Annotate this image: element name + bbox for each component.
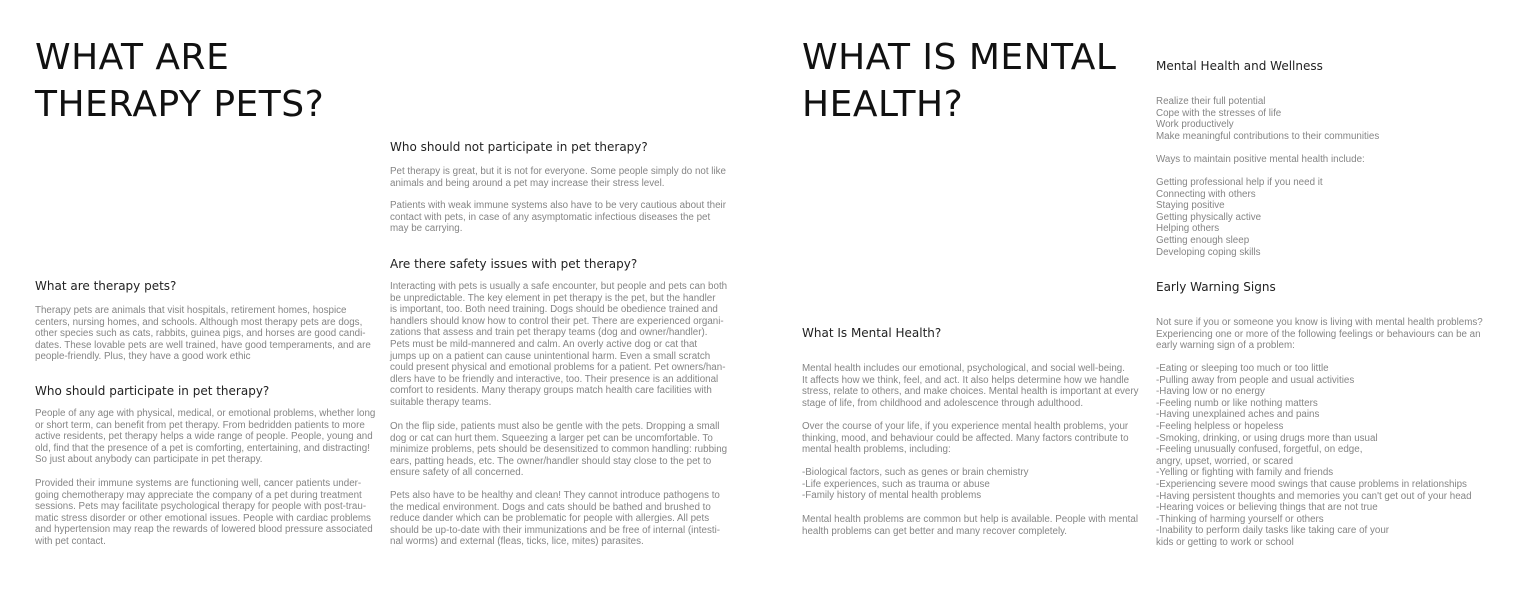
text-line: It affects how we think, feel, and act. It also helps determine how we handle — [802, 374, 1130, 386]
paragraph — [35, 408, 375, 466]
section-heading: Early Warning Signs — [1156, 280, 1276, 294]
paragraph — [390, 421, 727, 479]
text-line: should be up-to-date with their immunizations and be free of internal (intesti- — [390, 524, 721, 536]
left-page-title — [35, 34, 324, 128]
text-line: -Pulling away from people and usual activities — [1156, 374, 1355, 386]
text-line: -Family history of mental health problems — [802, 490, 982, 502]
text-line: angry, upset, worried, or scared — [1156, 455, 1294, 467]
text-line: -Having persistent thoughts and memories you can't get out of your head — [1156, 490, 1472, 502]
text-line: Work productively — [1156, 119, 1234, 131]
text-line: -Having low or no energy — [1156, 386, 1265, 398]
text-line: ensure safety of all concerned. — [390, 467, 524, 479]
text-line: Over the course of your life, if you experience mental health problems, your — [802, 421, 1129, 432]
paragraph — [802, 421, 1129, 456]
text-line: -Life experiences, such as trauma or abuse — [802, 478, 990, 490]
paragraph — [802, 467, 1029, 502]
text-line: is important, too. Both need training. Dogs should be obedience trained and — [390, 304, 718, 316]
text-line: the medical environment. Dogs and cats should be bathed and brushed to — [390, 501, 711, 513]
text-line: other species such as cats, rabbits, guinea pigs, and horses are good candi- — [35, 328, 366, 340]
paragraph — [802, 363, 1139, 409]
right-page-title — [802, 34, 1116, 128]
text-line: -Hearing voices or believing things that are not true — [1156, 502, 1378, 514]
title-line: WHAT IS MENTAL — [802, 37, 1117, 78]
paragraph — [35, 478, 373, 548]
text-line: Developing coping skills — [1156, 246, 1261, 258]
text-line: with pet contact. — [35, 535, 106, 547]
paragraph — [390, 166, 726, 189]
text-line: On the flip side, patients must also be gentle with the pets. Dropping a small — [390, 421, 720, 432]
text-line: So just about anybody can participate in pet therapy. — [35, 454, 263, 466]
text-line: Realize their full potential — [1156, 96, 1266, 107]
text-line: Make meaningful contributions to their communities — [1156, 130, 1380, 142]
section-heading: Who should not participate in pet therapy? — [390, 140, 648, 154]
text-line: stage of life, from childhood and adolescence through adulthood. — [802, 397, 1084, 409]
text-line: stress, relate to others, and make choices. Mental health is important at every — [802, 386, 1139, 398]
text-line: may be carrying. — [390, 223, 463, 235]
paragraph — [1156, 363, 1472, 549]
section-heading: What are therapy pets? — [35, 279, 177, 293]
text-line: old, find that the presence of a pet is comforting, entertaining, and distracting! — [35, 442, 370, 454]
paragraph — [390, 200, 726, 235]
text-line: health problems can get better and many recover completely. — [802, 525, 1068, 537]
text-line: and hypertension may reap the rewards of lowered blood pressure associated — [35, 524, 373, 536]
text-line: -Feeling helpless or hopeless — [1156, 420, 1284, 432]
text-line: Pets must be mild-mannered and calm. An overly active dog or cat that — [390, 338, 698, 350]
text-line: -Feeling numb or like nothing matters — [1156, 397, 1318, 409]
paragraph — [35, 305, 371, 363]
section-heading: What Is Mental Health? — [802, 326, 942, 340]
title-line: WHAT ARE — [35, 37, 230, 78]
paragraph — [390, 281, 727, 409]
text-line: comfort to residents. Many therapy groups match health care facilities with — [390, 385, 712, 397]
text-line: or short term, can benefit from pet therapy. From bedridden patients to more — [35, 419, 365, 431]
text-line: -Eating or sleeping too much or too little — [1156, 363, 1329, 374]
text-line: Mental health includes our emotional, psychological, and social well-being. — [802, 363, 1125, 374]
text-line: ears, patting heads, etc. The owner/handler should stay close to the pet to — [390, 455, 712, 467]
text-line: Getting enough sleep — [1156, 234, 1250, 246]
text-line: Connecting with others — [1156, 188, 1256, 200]
section-heading: Are there safety issues with pet therapy? — [390, 257, 638, 271]
text-line: Experiencing one or more of the following feelings or behaviours can be an — [1156, 328, 1481, 340]
paragraph — [1156, 317, 1483, 352]
text-line: People of any age with physical, medical, or emotional problems, whether long — [35, 408, 376, 419]
text-line: reduce dander which can be problematic for people with allergies. All pets — [390, 513, 710, 525]
text-line: people-friendly. Plus, they have a good work ethic — [35, 351, 251, 363]
paragraph — [1156, 154, 1365, 166]
text-line: thinking, mood, and behaviour could be affected. Many factors contribute to — [802, 432, 1129, 444]
text-line: Staying positive — [1156, 200, 1225, 212]
text-line: Not sure if you or someone you know is living with mental health problems? — [1156, 317, 1483, 328]
paragraph — [802, 514, 1138, 537]
text-line: Pets also have to be healthy and clean! They cannot introduce pathogens to — [390, 490, 720, 501]
text-line: dates. These lovable pets are well trained, have good temperaments, and are — [35, 339, 371, 351]
text-line: -Experiencing severe mood swings that cause problems in relationships — [1156, 478, 1467, 490]
text-line: Interacting with pets is usually a safe encounter, but people and pets can both — [390, 281, 728, 292]
text-line: dlers have to be friendly and interactive, too. Their presence is an additional — [390, 373, 719, 385]
text-line: centers, nursing homes, and schools. Although most therapy pets are dogs, — [35, 316, 363, 328]
text-line: handlers should know how to control their pet. There are experienced organi- — [390, 315, 724, 327]
text-line: minimize problems, pets should be desensitized to common handling: rubbing — [390, 444, 728, 456]
text-line: active residents, pet therapy helps a wide range of people. People, young and — [35, 431, 373, 443]
text-line: could present physical and emotional problems for a patient. Pet owners/han- — [390, 362, 726, 374]
paragraph — [390, 490, 720, 548]
text-line: -Yelling or fighting with family and friends — [1156, 467, 1334, 479]
text-line: Mental health problems are common but help is available. People with mental — [802, 514, 1138, 525]
text-line: Pet therapy is great, but it is not for everyone. Some people simply do not like — [390, 166, 726, 177]
text-line: animals and being around a pet may increase their stress level. — [390, 177, 665, 189]
paragraph — [1156, 96, 1379, 142]
text-line: -Smoking, drinking, or using drugs more than usual — [1156, 432, 1378, 444]
text-line: suitable therapy teams. — [390, 396, 492, 408]
text-line: mental health problems, including: — [802, 444, 951, 456]
text-line: Getting professional help if you need it — [1156, 177, 1323, 188]
text-line: Ways to maintain positive mental health include: — [1156, 154, 1365, 165]
text-line: be unpredictable. The key element in pet therapy is the pet, but the handler — [390, 292, 716, 304]
text-line: -Thinking of harming yourself or others — [1156, 513, 1324, 525]
section-heading: Mental Health and Wellness — [1156, 59, 1323, 73]
text-line: -Biological factors, such as genes or brain chemistry — [802, 467, 1029, 478]
text-line: kids or getting to work or school — [1156, 536, 1294, 548]
text-line: -Having unexplained aches and pains — [1156, 409, 1320, 421]
paragraph — [1156, 177, 1323, 258]
text-line: Cope with the stresses of life — [1156, 107, 1282, 119]
text-line: matic stress disorder or other emotional issues. People with cardiac problems — [35, 512, 371, 524]
text-line: Patients with weak immune systems also have to be very cautious about their — [390, 200, 726, 211]
text-line: -Feeling unusually confused, forgetful, on edge, — [1156, 444, 1363, 456]
text-line: zations that assess and train pet therapy teams (dog and owner/handler). — [390, 327, 708, 339]
text-line: Helping others — [1156, 223, 1220, 235]
text-line: nal worms) and external (fleas, ticks, lice, mites) parasites. — [390, 536, 644, 548]
text-line: sessions. Pets may facilitate psychological therapy for people with post-trau- — [35, 501, 367, 513]
text-line: early warning sign of a problem: — [1156, 340, 1295, 352]
text-line: going chemotherapy may appreciate the company of a pet during treatment — [35, 489, 362, 501]
text-line: Therapy pets are animals that visit hospitals, retirement homes, hospice — [35, 305, 347, 316]
text-line: Getting physically active — [1156, 211, 1262, 223]
title-line: HEALTH? — [802, 84, 964, 125]
text-line: -Inability to perform daily tasks like taking care of your — [1156, 525, 1390, 537]
text-line: jumps up on a patient can cause unintentional harm. Even a small scratch — [390, 350, 711, 362]
text-line: dog or cat can hurt them. Squeezing a larger pet can be uncomfortable. To — [390, 432, 713, 444]
title-line: THERAPY PETS? — [35, 84, 325, 125]
text-line: Provided their immune systems are functioning well, cancer patients under- — [35, 478, 362, 489]
text-line: contact with pets, in case of any asymptomatic infectious diseases the pet — [390, 211, 711, 223]
section-heading: Who should participate in pet therapy? — [35, 384, 270, 398]
